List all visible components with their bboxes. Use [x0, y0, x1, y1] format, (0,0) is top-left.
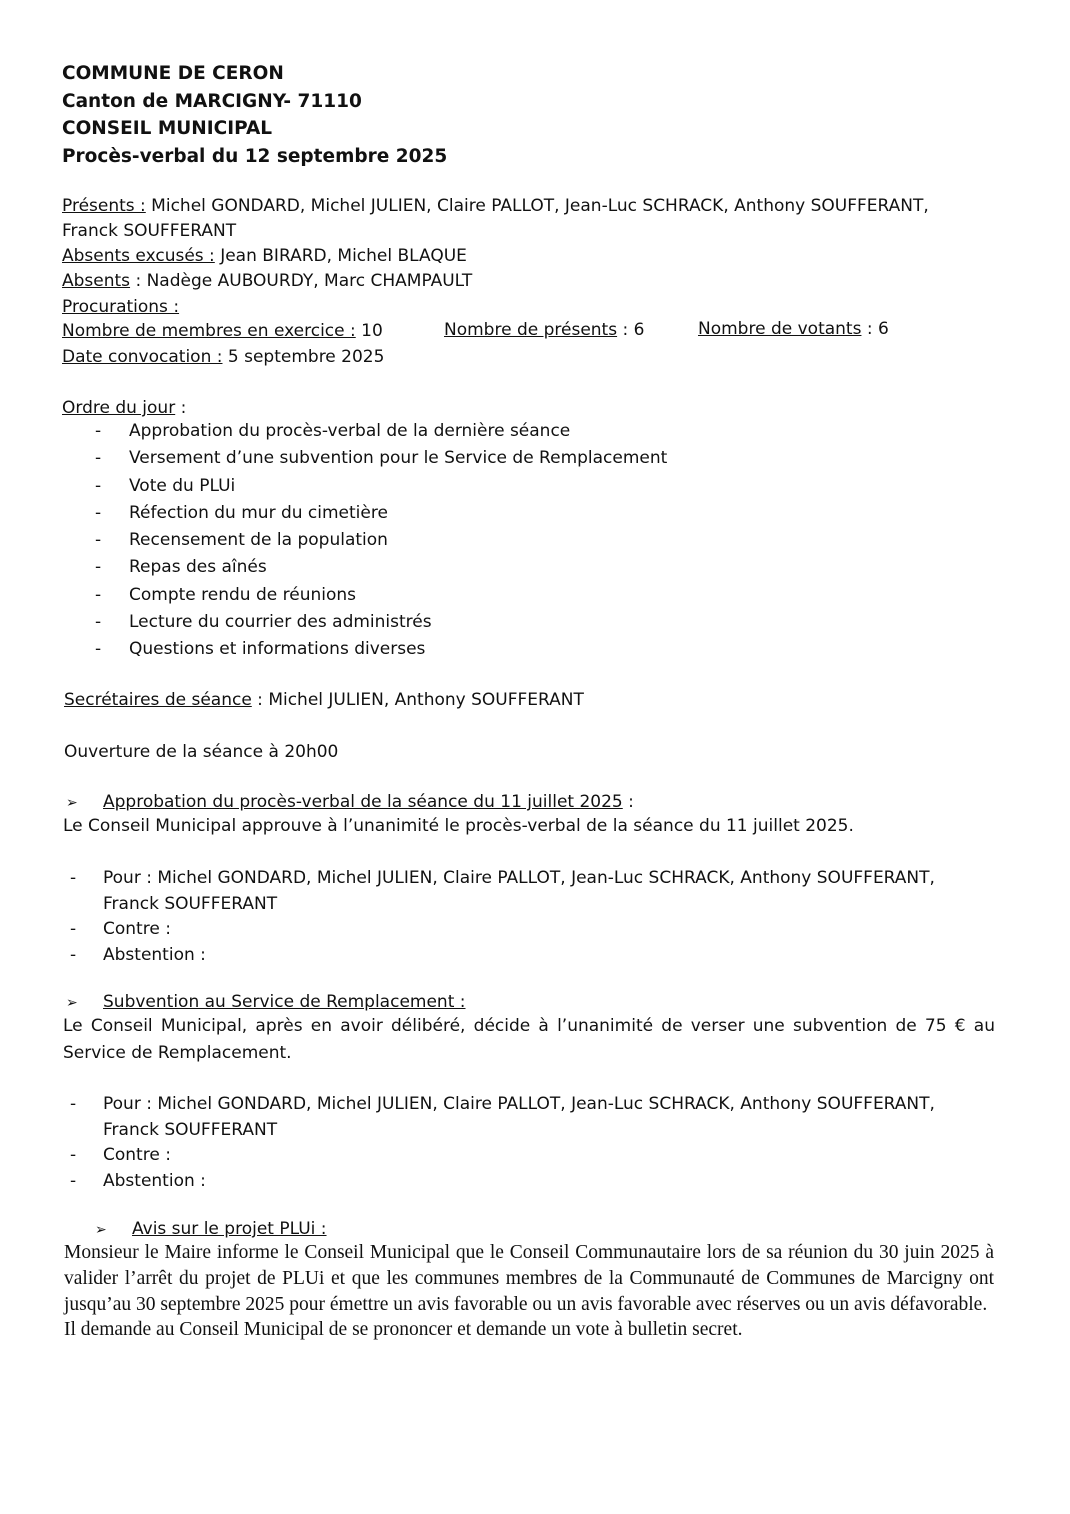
- section2-vote-list: [70, 1092, 935, 1194]
- presents-line: [62, 196, 929, 216]
- agenda-item: - Versement d’une subvention pour le Service de Remplacement: [95, 445, 667, 472]
- presents-count-label: Nombre de présents: [444, 320, 618, 340]
- council-name: CONSEIL MUNICIPAL: [62, 118, 273, 139]
- membres-line: [62, 321, 383, 341]
- absents-excuses-label: Absents excusés :: [62, 246, 215, 266]
- ouverture-line: Ouverture de la séance à 20h00: [64, 742, 339, 762]
- arrow-bullet-icon: ➢: [95, 1222, 107, 1238]
- agenda-item: - Réfection du mur du cimetière: [95, 500, 667, 527]
- presents-count-value: : 6: [617, 320, 645, 340]
- section3-paragraph-2: Il demande au Conseil Municipal de se prononcer et demande un vote à bulletin secret.: [64, 1319, 743, 1341]
- vote-abstention: - Abstention :: [70, 943, 935, 969]
- vote-pour-cont-text: Franck SOUFFERANT: [103, 1119, 278, 1140]
- presents-count-line: [444, 320, 644, 340]
- section1-title: Approbation du procès-verbal de la séance du 11 juillet 2025: [103, 792, 623, 812]
- convocation-value: 5 septembre 2025: [222, 347, 385, 367]
- agenda-item: - Compte rendu de réunions: [95, 582, 667, 609]
- agenda-label: Ordre du jour: [62, 398, 176, 418]
- agenda-item: - Lecture du courrier des administrés: [95, 609, 667, 636]
- arrow-bullet-icon: ➢: [66, 795, 78, 811]
- section3-paragraph-1: Monsieur le Maire informe le Conseil Municipal que le Conseil Communautaire lors de sa réunion du 30 juin 2025 à valider l’arrêt du projet de PLUi et que les communes membres de la Communauté de Communes de Marcigny ont jusqu’au 30 septembre 2025 pour émettre un avis favorable ou un avis favorable avec réserves ou un avis défavorable.: [64, 1242, 994, 1315]
- canton-name: Canton de MARCIGNY- 71110: [62, 90, 362, 112]
- vote-contre: - Contre :: [70, 1143, 935, 1169]
- presents-label: Présents :: [62, 196, 146, 216]
- section2-text: Le Conseil Municipal, après en avoir délibéré, décide à l’unanimité de verser une subvention de 75 € au Service de Remplacement.: [63, 1016, 995, 1063]
- commune-name: COMMUNE DE CERON: [62, 63, 284, 84]
- vote-pour-cont-text: Franck SOUFFERANT: [103, 893, 278, 914]
- section3-title: Avis sur le projet PLUi :: [132, 1219, 327, 1239]
- section1-heading: [66, 792, 634, 812]
- vote-pour-cont: [70, 1118, 935, 1144]
- absents-excuses-value: Jean BIRARD, Michel BLAQUE: [214, 246, 467, 266]
- vote-contre: - Contre :: [70, 917, 935, 943]
- agenda-item: - Repas des aînés: [95, 554, 667, 581]
- section3-heading: [95, 1219, 327, 1239]
- convocation-line: [62, 347, 384, 367]
- absents-label: Absents: [62, 271, 131, 291]
- section2-title: Subvention au Service de Remplacement :: [103, 992, 466, 1012]
- absents-value: : Nadège AUBOURDY, Marc CHAMPAULT: [130, 271, 473, 291]
- convocation-label: Date convocation :: [62, 347, 223, 367]
- presents-line-cont: [62, 221, 236, 241]
- vote-abstention: - Abstention :: [70, 1169, 935, 1195]
- agenda-label-suffix: :: [175, 398, 187, 418]
- agenda-list: [95, 418, 667, 664]
- secretaires-value: : Michel JULIEN, Anthony SOUFFERANT: [251, 690, 584, 710]
- presents-value-cont: Franck SOUFFERANT: [62, 221, 237, 241]
- votants-line: [698, 319, 889, 339]
- arrow-bullet-icon: ➢: [66, 995, 78, 1011]
- secretaires-line: [64, 690, 584, 710]
- secretaires-label: Secrétaires de séance: [64, 690, 252, 710]
- procurations-label: Procurations :: [62, 297, 180, 317]
- agenda-item: - Approbation du procès-verbal de la dernière séance: [95, 418, 667, 445]
- votants-value: : 6: [861, 319, 889, 339]
- vote-pour: - Pour : Michel GONDARD, Michel JULIEN, Claire PALLOT, Jean-Luc SCHRACK, Anthony SOUFFERANT,: [70, 1092, 935, 1118]
- vote-pour: - Pour : Michel GONDARD, Michel JULIEN, Claire PALLOT, Jean-Luc SCHRACK, Anthony SOUFFERANT,: [70, 866, 935, 892]
- agenda-item: - Vote du PLUi: [95, 473, 667, 500]
- section3-body: [64, 1240, 994, 1343]
- presents-value: Michel GONDARD, Michel JULIEN, Claire PALLOT, Jean-Luc SCHRACK, Anthony SOUFFERANT,: [145, 196, 929, 216]
- procurations-line: [62, 297, 179, 317]
- membres-label: Nombre de membres en exercice :: [62, 321, 356, 341]
- votants-label: Nombre de votants: [698, 319, 862, 339]
- document-header: [62, 60, 447, 170]
- section1-title-suffix: :: [622, 792, 634, 812]
- absents-line: [62, 271, 472, 291]
- absents-excuses-line: [62, 246, 467, 266]
- vote-pour-cont: [70, 892, 935, 918]
- membres-value: 10: [355, 321, 383, 341]
- section1-text: Le Conseil Municipal approuve à l’unanimité le procès-verbal de la séance du 11 juillet 2025.: [63, 816, 854, 836]
- agenda-item: - Recensement de la population: [95, 527, 667, 554]
- pv-title: Procès-verbal du 12 septembre 2025: [62, 145, 448, 167]
- section2-heading: [66, 992, 466, 1012]
- section1-vote-list: [70, 866, 935, 968]
- agenda-item: - Questions et informations diverses: [95, 636, 667, 663]
- agenda-heading: [62, 398, 186, 418]
